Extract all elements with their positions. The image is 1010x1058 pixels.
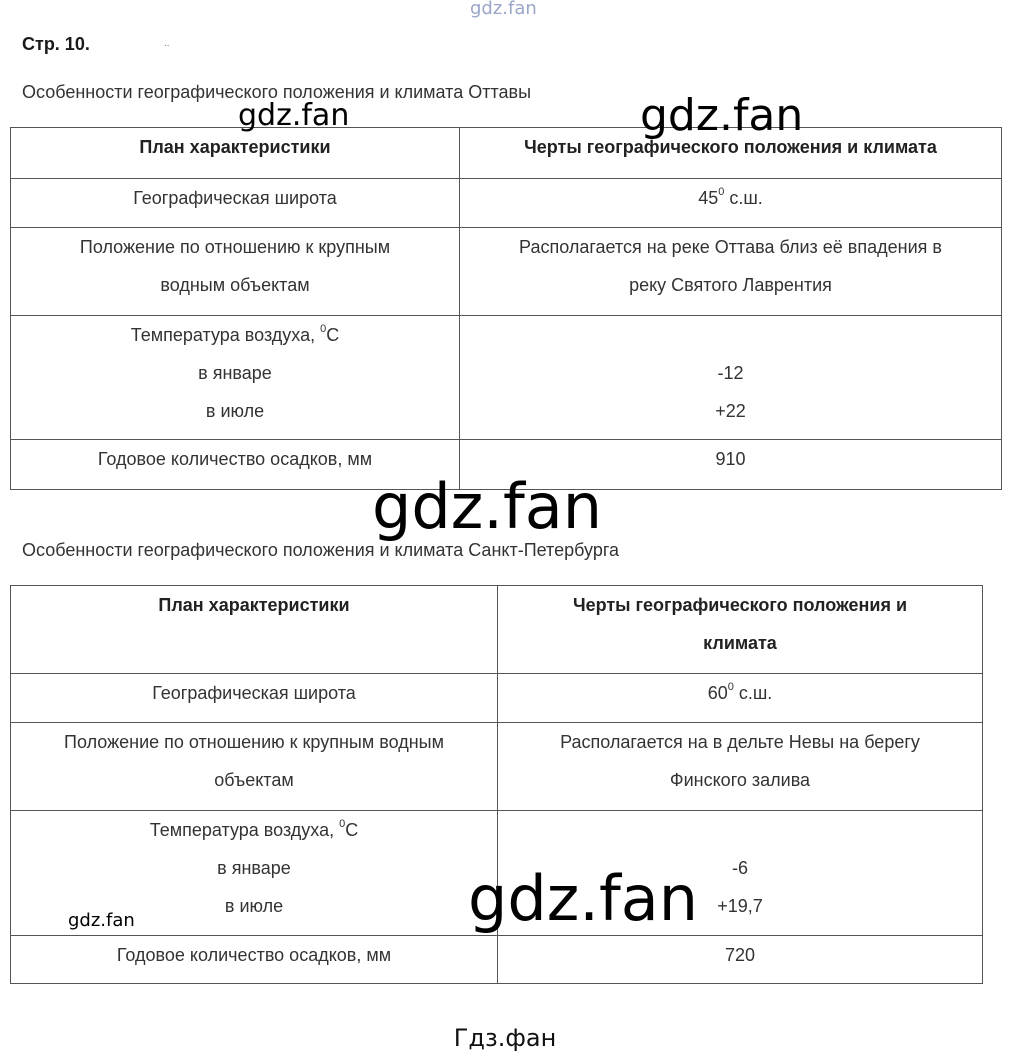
row-precip-label: Годовое количество осадков, мм xyxy=(11,440,460,490)
table-row xyxy=(11,674,983,723)
header-plan: План характеристики xyxy=(11,128,460,179)
row-precip-value: 910 xyxy=(460,440,1002,490)
ottawa-caption: Особенности географического положения и климата Оттавы xyxy=(22,82,532,102)
row-temp-value: -6 +19,7 xyxy=(498,811,983,936)
row-temp-label: Температура воздуха, $^0$C в январе в июле xyxy=(11,811,498,936)
watermark-d: gdz.fan xyxy=(468,862,699,935)
watermark-top: gdz.fan xyxy=(470,0,537,19)
watermark-c: gdz.fan xyxy=(372,470,603,543)
header-features: Черты географического положения и климата xyxy=(460,128,1002,179)
table-header-row xyxy=(11,586,983,674)
ottawa-table xyxy=(10,127,1002,490)
row-latitude-label: Географическая широта xyxy=(11,674,498,723)
footer-watermark: Гдз.фан xyxy=(453,1024,557,1052)
row-water-label: Положение по отношению к крупным водным объектам xyxy=(11,723,498,811)
watermark-e: gdz.fan xyxy=(68,910,135,931)
row-water-value: Располагается на реке Оттава близ её впадения в реку Святого Лаврентия xyxy=(460,228,1002,316)
row-water-label: Положение по отношению к крупным водным объектам xyxy=(11,228,460,316)
table-row xyxy=(11,936,983,984)
row-temp-value: -12 +22 xyxy=(460,316,1002,440)
row-water-value: Располагается на в дельте Невы на берегу Финского залива xyxy=(498,723,983,811)
watermark-a: gdz.fan xyxy=(238,98,350,133)
header-features: Черты географического положения и климата xyxy=(498,586,983,674)
row-precip-value: 720 xyxy=(498,936,983,984)
page-number: Стр. 10. xyxy=(22,34,90,54)
table-row xyxy=(11,228,1002,316)
row-latitude-value: $45^0$ с.ш. xyxy=(460,179,1002,228)
spb-caption: Особенности географического положения и климата Санкт-Петербурга xyxy=(22,540,620,560)
table-row xyxy=(11,316,1002,440)
table-row xyxy=(11,723,983,811)
stray-dots: .. xyxy=(164,38,170,49)
row-precip-label: Годовое количество осадков, мм xyxy=(11,936,498,984)
table-header-row xyxy=(11,128,1002,179)
watermark-b: gdz.fan xyxy=(640,90,804,141)
row-latitude-value: $60^0$ с.ш. xyxy=(498,674,983,723)
row-temp-label: Температура воздуха, $^0$C в январе в июле xyxy=(11,316,460,440)
header-plan: План характеристики xyxy=(11,586,498,674)
table-row xyxy=(11,179,1002,228)
row-latitude-label: Географическая широта xyxy=(11,179,460,228)
